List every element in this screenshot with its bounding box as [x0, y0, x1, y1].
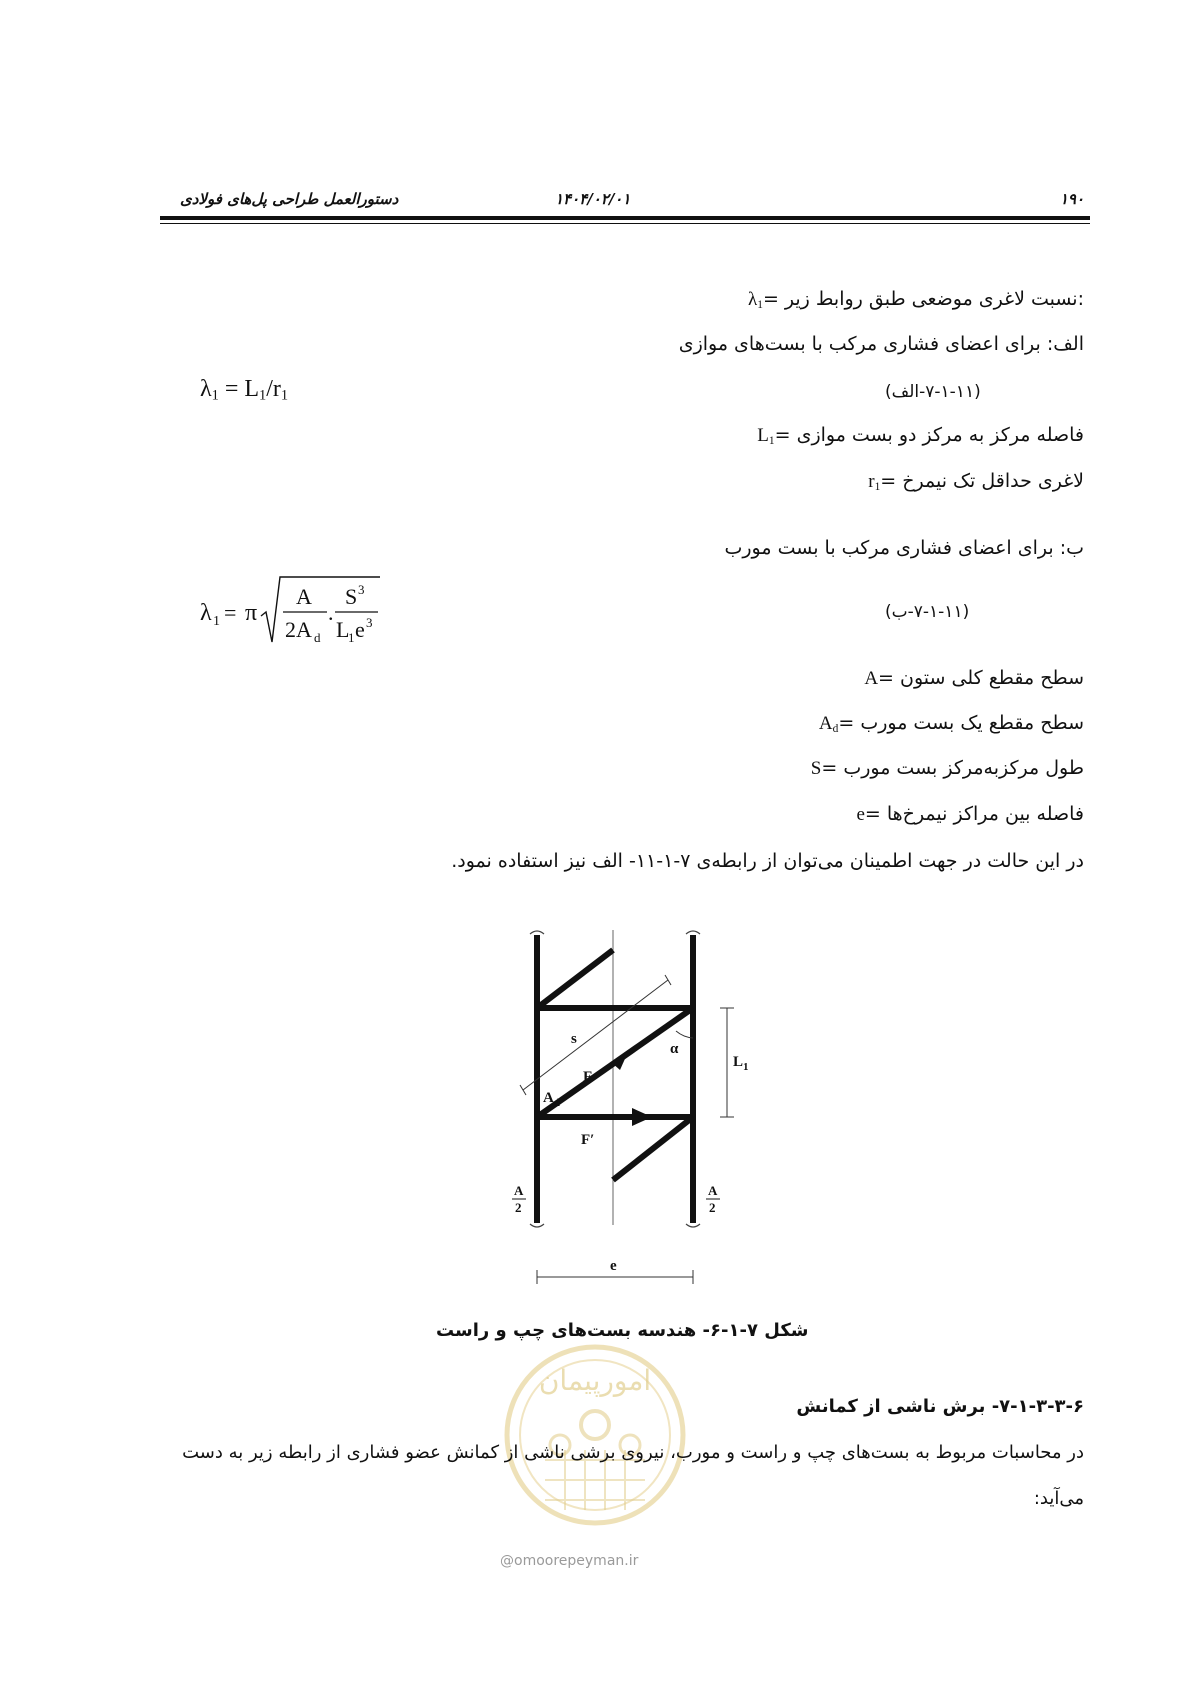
label-alpha: α: [670, 1041, 679, 1057]
label-Fprime: F′: [581, 1132, 595, 1148]
label-L1: $L_1$: [733, 1054, 749, 1073]
svg-text:L: L: [336, 617, 350, 642]
A-definition: A= سطح مقطع کلی ستون: [864, 667, 1084, 689]
label-s: s: [571, 1031, 577, 1047]
header-rule-thick: [160, 216, 1090, 220]
watermark-logo: [485, 1340, 705, 1530]
label-A-left: A: [514, 1183, 524, 1198]
svg-text:A: A: [296, 584, 312, 609]
label-A-right: A: [708, 1183, 718, 1198]
svg-text:.: .: [328, 600, 334, 625]
svg-text:1: 1: [348, 630, 355, 645]
watermark-url: @omoorepeyman.ir: [500, 1553, 639, 1569]
lacing-bottom-diagonal: [613, 1117, 693, 1180]
svg-text:امورپیمان: امورپیمان: [538, 1364, 652, 1397]
header-date: ۱۴۰۴/۰۲/۰۱: [555, 190, 631, 208]
equation-a: $\lambda_1 = L_1/r_1$: [200, 376, 289, 404]
label-2-left: 2: [515, 1200, 522, 1215]
label-e: e: [610, 1258, 617, 1274]
header-rule-thin: [160, 223, 1090, 224]
label-F: F: [583, 1069, 593, 1085]
S-definition: S= طول مرکزبه‌مرکز بست مورب: [810, 757, 1084, 779]
page-number: ۱۹۰: [1059, 190, 1084, 208]
svg-text:d: d: [314, 630, 321, 645]
section-paragraph-line2: می‌آید:: [1033, 1488, 1084, 1509]
figure-caption: شکل ۷-۱-۶- هندسه بست‌های چپ و راست: [436, 1320, 809, 1341]
label-2-right: 2: [709, 1200, 716, 1215]
svg-text:e: e: [355, 617, 365, 642]
svg-text:2A: 2A: [285, 617, 312, 642]
svg-text:3: 3: [358, 582, 365, 597]
section-paragraph-line1: در محاسبات مربوط به بست‌های چپ و راست و مورب، نیروی برشی ناشی از کمانش عضو فشاری از رابطه زیر به دست: [182, 1442, 1084, 1463]
equation-b-label: (۷-۱-۱۱-ب): [885, 602, 970, 622]
svg-text:=: =: [224, 600, 237, 625]
note-paragraph: در این حالت در جهت اطمینان می‌توان از رابطه‌ی ۷-۱-۱۱- الف نیز استفاده نمود.: [451, 850, 1084, 872]
e-definition: e= فاصله بین مراکز نیمرخ‌ها: [856, 803, 1084, 825]
svg-text:3: 3: [366, 615, 373, 630]
svg-text:S: S: [345, 584, 358, 609]
section-heading: ۷-۱-۳-۳-۶- برش ناشی از کمانش: [796, 1396, 1084, 1417]
case-b-heading: ب: برای اعضای فشاری مرکب با بست مورب: [724, 537, 1084, 559]
lacing-figure: [500, 920, 760, 1290]
svg-text:1: 1: [213, 614, 220, 629]
force-Fprime-arrow: [632, 1108, 652, 1126]
r1-definition: $r_1=$ لاغری حداقل تک نیمرخ: [868, 470, 1084, 493]
svg-text:π: π: [245, 600, 258, 626]
L1-definition: $L_1=$ فاصله مرکز به مرکز دو بست موازی: [757, 424, 1084, 447]
equation-a-label: (۷-۱-۱۱-الف): [885, 382, 981, 402]
Ad-definition: $A_d=$ سطح مقطع یک بست مورب: [818, 712, 1084, 735]
case-a-heading: الف: برای اعضای فشاری مرکب با بست‌های موازی: [678, 333, 1084, 355]
label-Ad: $A_d$: [543, 1090, 560, 1109]
equation-b: [200, 572, 400, 652]
lacing-top-diagonal: [537, 950, 613, 1008]
lambda-definition: $\lambda_1=$ نسبت لاغری موضعی طبق روابط زیر:: [748, 288, 1084, 311]
svg-text:λ: λ: [200, 600, 212, 626]
lambda1-symbol: $\lambda_1$: [748, 289, 763, 311]
header-title: دستورالعمل طراحی پل‌های فولادی: [180, 190, 399, 208]
